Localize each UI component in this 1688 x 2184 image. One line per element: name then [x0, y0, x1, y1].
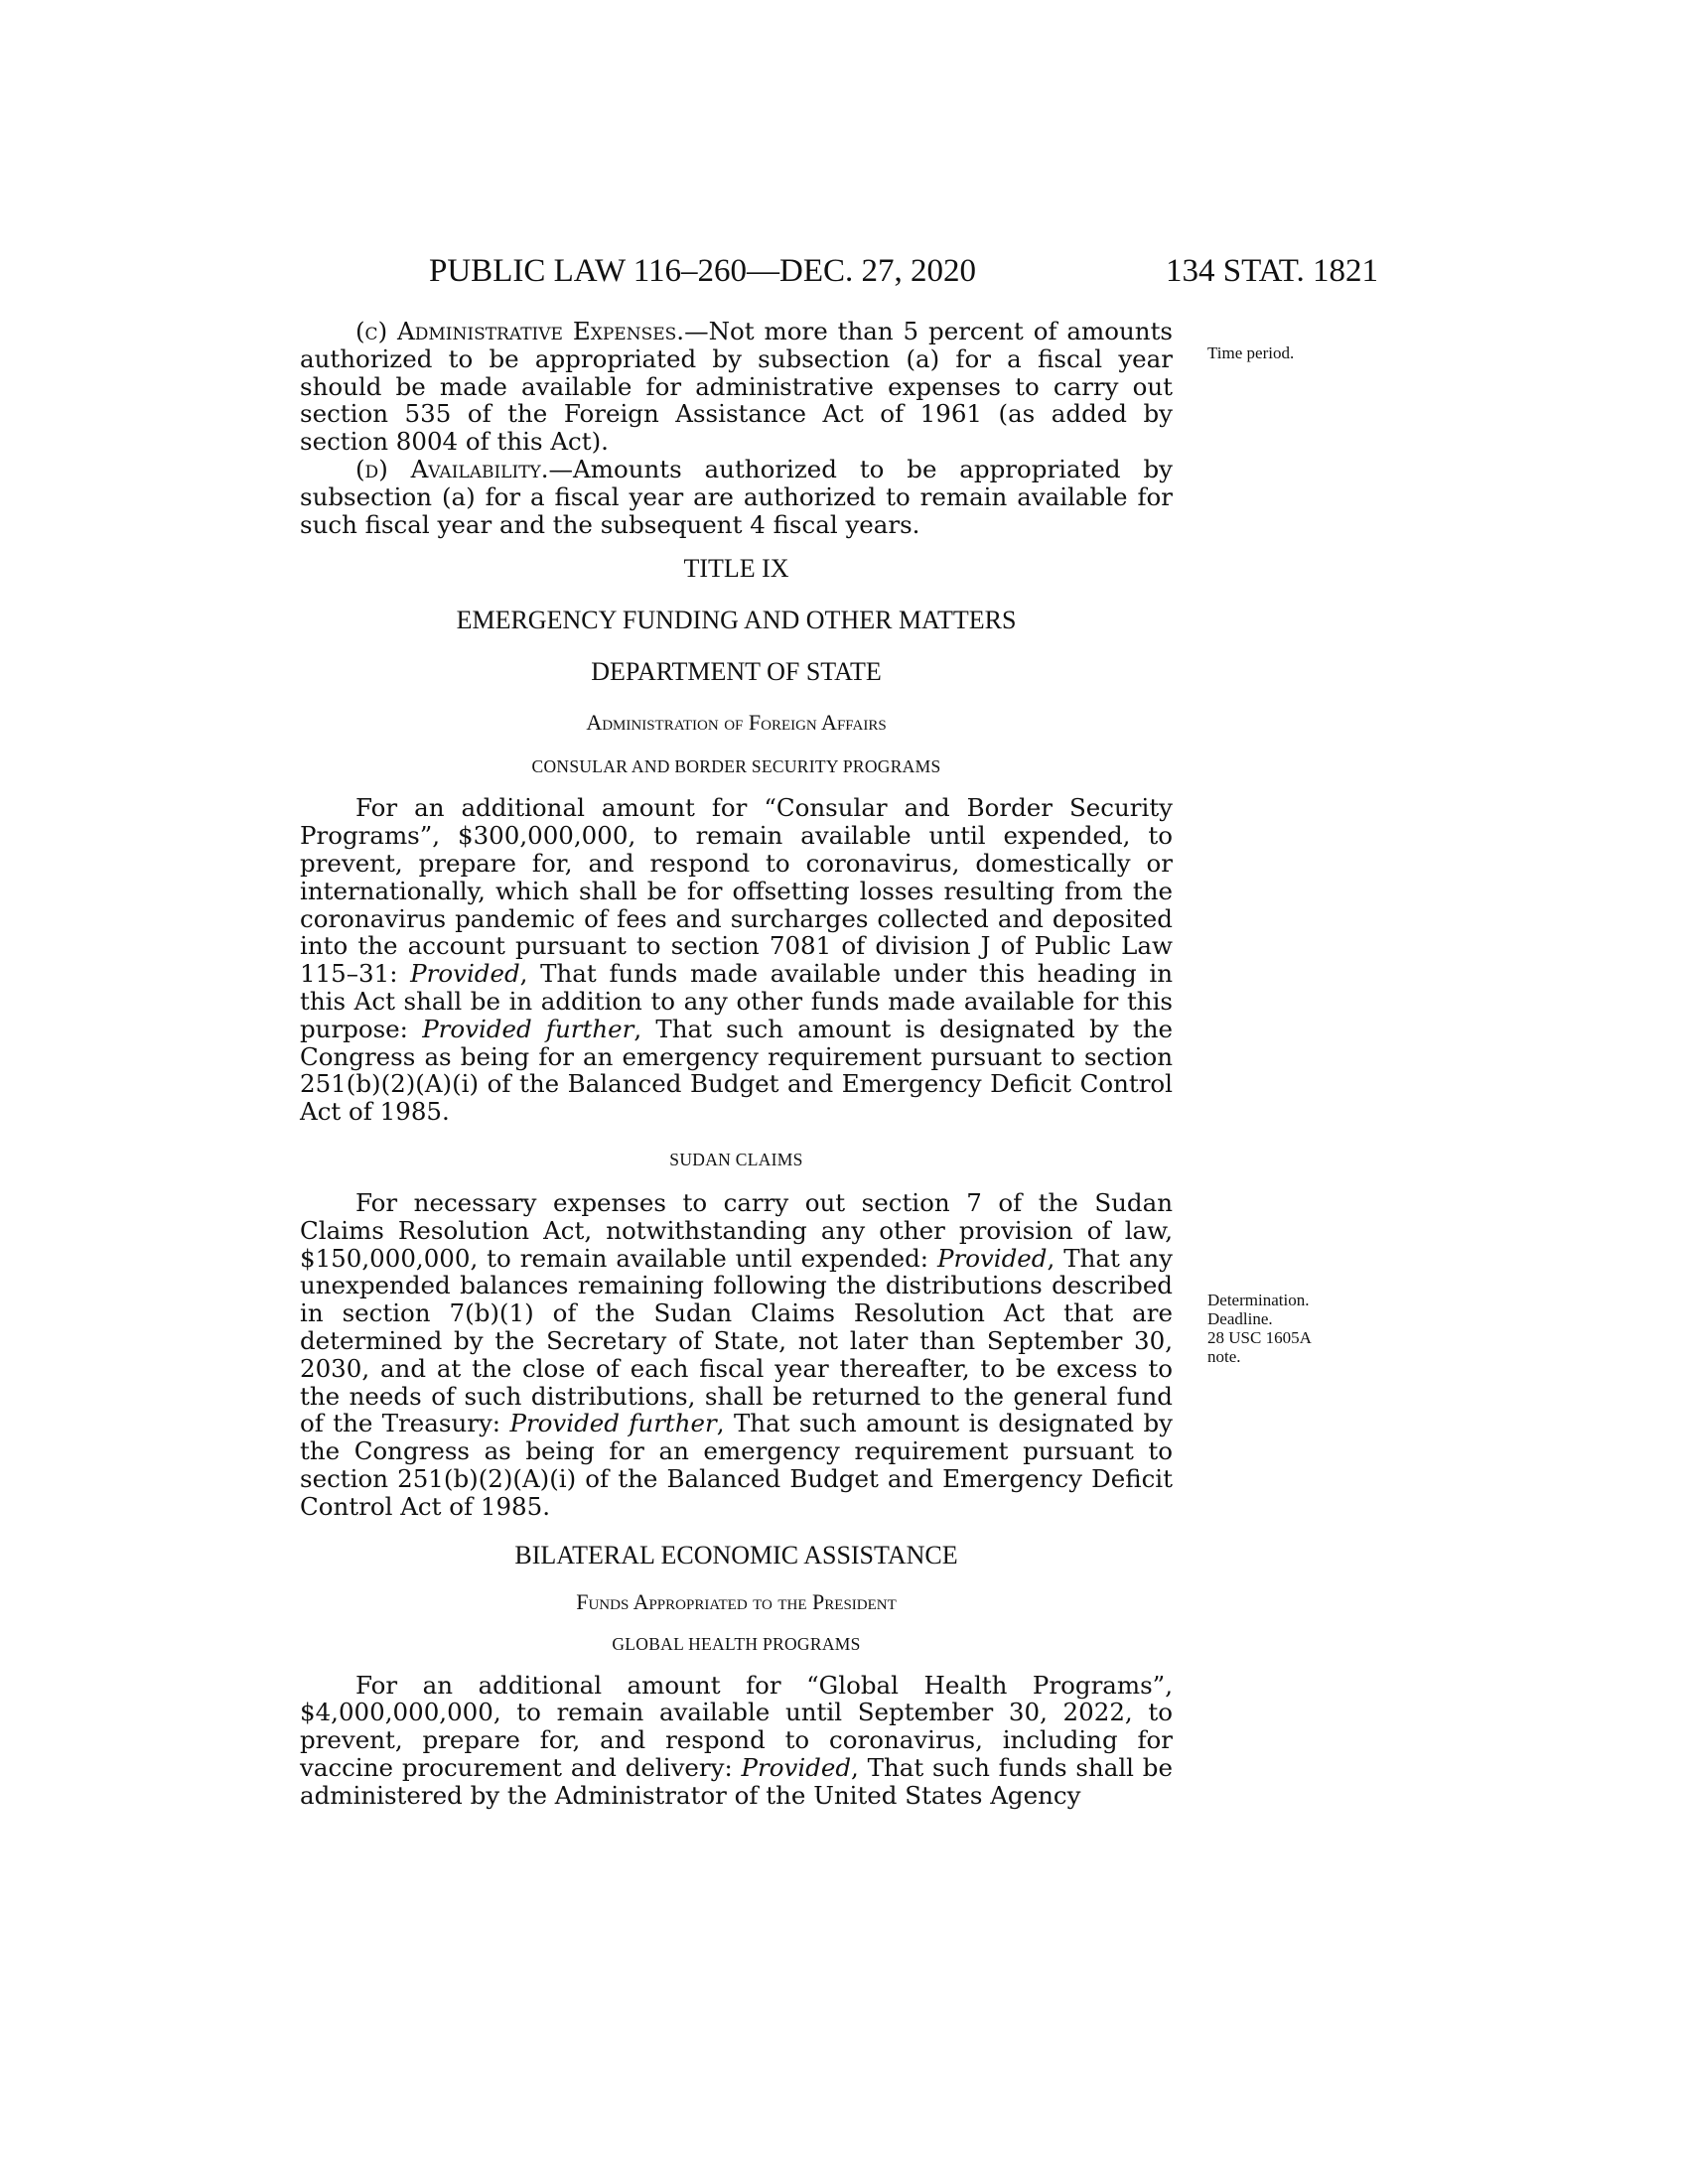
- consular-paragraph: [300, 794, 1173, 1126]
- margin-note-note: note.: [1207, 1347, 1241, 1366]
- consular-text-e: , That such amount is designated by the Congress as being for an emergency requirement pursuant to section 251(b)(2)(A)(i) of the Balanced Budget and Emergency Deficit Control Act of 1985.: [300, 1014, 1174, 1127]
- global-health-heading: GLOBAL HEALTH PROGRAMS: [612, 1633, 861, 1654]
- sudan-text-c: , That any unexpended balances remaining following the distributions described in section 7(b)(1) of the Sudan Claims Resolution Act that are determined by the Secretary of State, not later than September 30, 2030, and at the close of each fiscal year thereafter, to be excess to the needs of such distributions, shall be returned to the general fund of the Treasury:: [300, 1243, 1173, 1438]
- margin-note-determination: Determination.: [1207, 1291, 1310, 1309]
- running-head: [298, 248, 1378, 294]
- sudan-heading: SUDAN CLAIMS: [669, 1149, 803, 1169]
- bilateral-heading: BILATERAL ECONOMIC ASSISTANCE: [514, 1540, 958, 1570]
- margin-note-deadline: Deadline.: [1207, 1309, 1273, 1328]
- global-health-text-c: , That such funds shall be administered by the Administrator of the United States Agency: [300, 1752, 1173, 1810]
- consular-text-provided-further: Provided further: [422, 1014, 634, 1043]
- margin-note-group: [1207, 1291, 1312, 1366]
- consular-text-a: For an additional amount for “Consular and Border Security Programs”, $300,000,000, to remain available until expended, to prevent, prepare for, and respond to coronavirus, domestically or internationally, which shall be for offsetting losses resulting from the coronavirus pandemic of fees and surcharges collected and deposited into the account pursuant to section 7081 of division J of Public Law 115–31:: [300, 793, 1173, 989]
- consular-heading: CONSULAR AND BORDER SECURITY PROGRAMS: [531, 756, 941, 777]
- sudan-text-e: , That such amount is designated by the Congress as being for an emergency requirement pursuant to section 251(b)(2)(A)(i) of the Balanced Budget and Emergency Deficit Control Act of 1985.: [300, 1409, 1174, 1521]
- margin-note-time-period: Time period.: [1207, 343, 1295, 362]
- admin-heading: Administration of Foreign Affairs: [586, 710, 887, 736]
- sudan-paragraph: [300, 1189, 1173, 1521]
- sudan-text-provided-further: Provided further: [509, 1409, 717, 1438]
- page-number: 134 STAT. 1821: [1165, 253, 1378, 289]
- consular-text-provided: Provided: [410, 959, 520, 989]
- funds-heading: Funds Appropriated to the President: [576, 1588, 897, 1614]
- consular-text-c: , That funds made available under this heading in this Act shall be in addition to any other funds made available for this purpose:: [300, 959, 1173, 1043]
- section-c-text: —Not more than 5 percent of amounts authorized to be appropriated by subsection (a) for a fiscal year should be made available for administrative expenses to carry out section 535 of the Foreign Assistance Act of 1961 (as added by section 8004 of this Act).: [300, 317, 1173, 457]
- body-column: [300, 318, 1173, 1809]
- section-d-paragraph: [300, 456, 1173, 538]
- section-c-lead: (c) Administrative Expenses.: [355, 317, 685, 345]
- section-d-lead: (d) Availability.: [355, 454, 549, 483]
- sudan-text-provided: Provided: [937, 1243, 1048, 1273]
- global-health-text-provided: Provided: [741, 1752, 852, 1782]
- sudan-text-a: For necessary expenses to carry out section 7 of the Sudan Claims Resolution Act, notwithstanding any other provision of law, $150,000,000, to remain available until expended:: [300, 1187, 1173, 1273]
- section-d-text: —Amounts authorized to be appropriated by subsection (a) for a fiscal year are authorized to remain available for such fiscal year and the subsequent 4 fiscal years.: [300, 454, 1173, 539]
- margin-note-usc: 28 USC 1605A: [1207, 1328, 1312, 1347]
- department-heading: DEPARTMENT OF STATE: [591, 657, 882, 687]
- running-head-title: PUBLIC LAW 116–260—DEC. 27, 2020: [429, 253, 977, 289]
- global-health-paragraph: [300, 1672, 1173, 1810]
- title-subtitle: EMERGENCY FUNDING AND OTHER MATTERS: [456, 606, 1017, 635]
- section-c-paragraph: [300, 318, 1173, 456]
- title-heading: TITLE IX: [683, 554, 789, 584]
- global-health-text-a: For an additional amount for “Global Health Programs”, $4,000,000,000, to remain available until September 30, 2022, to prevent, prepare for, and respond to coronavirus, including for vaccine procurement and delivery:: [300, 1670, 1173, 1782]
